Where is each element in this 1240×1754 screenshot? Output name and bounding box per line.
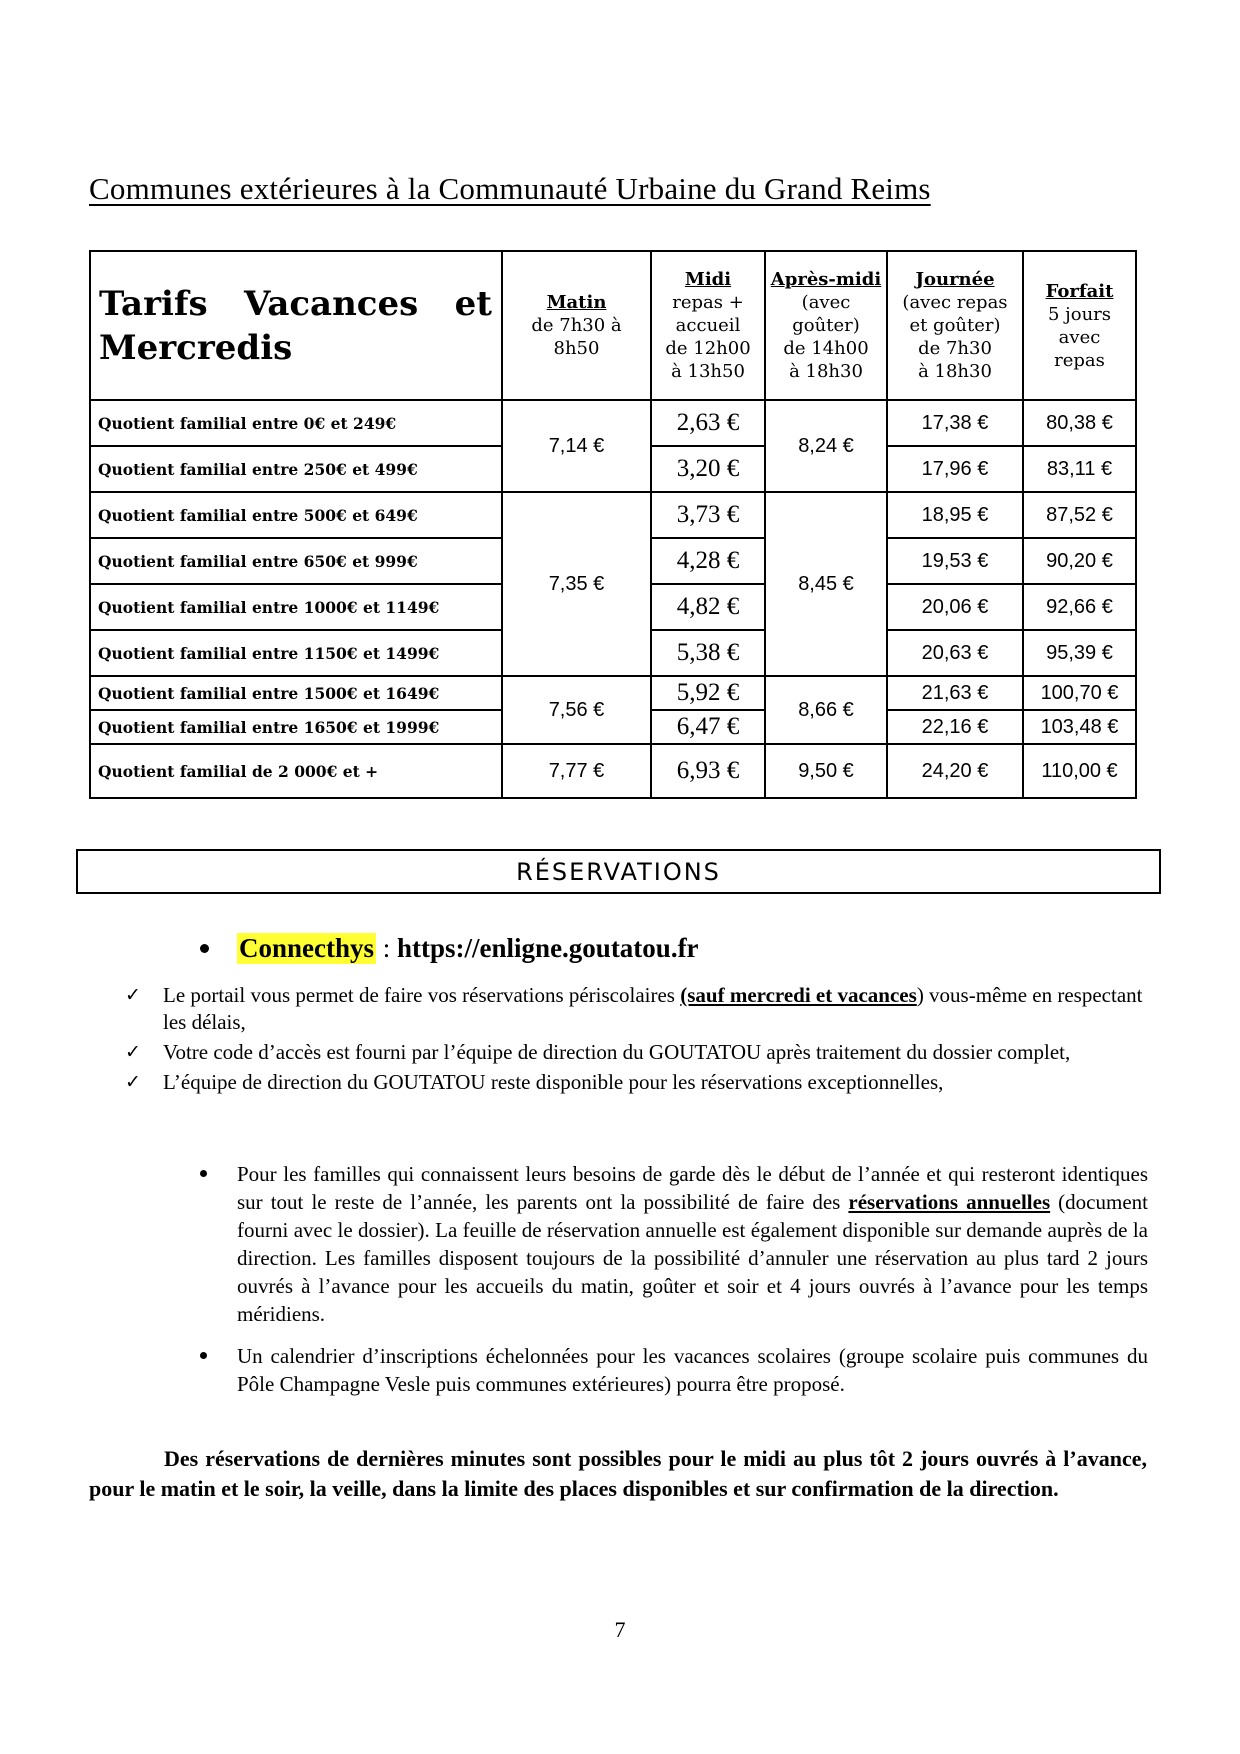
cell-apres-midi: 8,24 € [765,400,887,492]
cell-forfait: 100,70 € [1023,676,1136,710]
bullet-item [200,1160,1148,1328]
col-header-line: et goûter) [909,315,1001,336]
cell-midi: 6,47 € [651,710,765,744]
reservations-heading: RÉSERVATIONS [516,857,721,886]
col-header-forfait [1023,251,1136,400]
checklist-text: Votre code d’accès est fourni par l’équipe de direction du GOUTATOU après traitement du dossier complet, [163,1040,1071,1064]
row-label: Quotient familial entre 500€ et 649€ [90,492,502,538]
cell-midi: 3,20 € [651,446,765,492]
row-label: Quotient familial entre 1500€ et 1649€ [90,676,502,710]
col-header-line: (avec [801,292,851,313]
bullet-icon [200,1170,207,1177]
col-header-label: Midi [684,269,732,290]
cell-forfait: 103,48 € [1023,710,1136,744]
check-icon: ✓ [125,1041,141,1063]
checklist-item [125,1069,1150,1096]
bullet-icon [200,944,209,953]
tarifs-table [89,250,1137,799]
table-row [90,400,1136,446]
bullet-text: Un calendrier d’inscriptions échelonnées pour les vacances scolaires (groupe scolaire puis communes du Pôle Champagne Vesle puis communes extérieures) pourra être proposé. [237,1344,1148,1396]
col-header-line: 5 jours [1047,303,1112,325]
row-label: Quotient familial de 2 000€ et + [90,744,502,798]
check-icon: ✓ [125,1071,141,1093]
col-header-apres-midi [765,251,887,400]
cell-matin: 7,56 € [502,676,651,744]
col-header-line: de 14h00 [783,338,869,359]
table-row [90,744,1136,798]
table-row [90,492,1136,538]
cell-midi: 3,73 € [651,492,765,538]
cell-matin: 7,77 € [502,744,651,798]
cell-forfait: 92,66 € [1023,584,1136,630]
col-header-line: à 18h30 [789,361,863,382]
row-label: Quotient familial entre 0€ et 249€ [90,400,502,446]
cell-forfait: 95,39 € [1023,630,1136,676]
col-header-line: repas + [672,292,744,313]
col-header-label: Matin [546,292,607,313]
connecthys-line [200,933,699,964]
cell-journee: 17,38 € [887,400,1023,446]
checklist-item [125,982,1150,1036]
bullet-text: Pour les familles qui connaissent leurs besoins de garde dès le début de l’année et qui resteront identiques sur tout le reste de l’année, les parents ont la possibilité de faire des [237,1162,1148,1214]
cell-apres-midi: 8,45 € [765,492,887,676]
row-label: Quotient familial entre 650€ et 999€ [90,538,502,584]
col-header-label: Forfait [1045,280,1114,302]
connecthys-name: Connecthys [239,933,375,963]
bullet-icon [200,1352,207,1359]
checklist-text: L’équipe de direction du GOUTATOU reste disponible pour les réservations exceptionnelles, [163,1070,944,1094]
col-header-label: Journée [915,269,995,290]
col-header-line: à 13h50 [671,361,745,382]
col-header-journee [887,251,1023,400]
bullet-emphasis: réservations annuelles [848,1190,1051,1214]
col-header-line: à 18h30 [918,361,992,382]
bullet-text: (document fourni avec le dossier). La feuille de réservation annuelle est également disponible sur demande auprès de la direction. Les familles disposent toujours de la possibilité d’annuler une réservation au plus tard 2 jours ouvrés à l’avance pour les accueils du matin, goûter et soir et 4 jours ouvrés à l’avance pour les temps méridiens. [237,1190,1148,1326]
col-header-line: repas [1054,349,1105,371]
connecthys-separator: : [376,933,398,963]
final-note: Des réservations de dernières minutes sont possibles pour le midi au plus tôt 2 jours ouvrés à l’avance, pour le matin et le soir, la veille, dans la limite des places disponibles et sur confirmation de la direction. [89,1446,1147,1501]
col-header-line: de 7h30 [918,338,992,359]
cell-journee: 19,53 € [887,538,1023,584]
col-header-line: de 7h30 à [531,315,622,336]
cell-matin: 7,14 € [502,400,651,492]
cell-apres-midi: 8,66 € [765,676,887,744]
row-label: Quotient familial entre 250€ et 499€ [90,446,502,492]
bullet-item [200,1342,1148,1398]
col-header-line: 8h50 [553,338,600,359]
cell-forfait: 80,38 € [1023,400,1136,446]
cell-forfait: 90,20 € [1023,538,1136,584]
cell-journee: 21,63 € [887,676,1023,710]
cell-apres-midi: 9,50 € [765,744,887,798]
col-header-line: accueil [675,315,741,336]
connecthys-url[interactable]: https://enligne.goutatou.fr [397,933,699,963]
portal-checklist [125,982,1150,1099]
row-label: Quotient familial entre 1150€ et 1499€ [90,630,502,676]
checklist-text: ) vous-même en respectant les délais, [163,983,1143,1034]
cell-forfait: 83,11 € [1023,446,1136,492]
table-header-row [90,251,1136,400]
cell-journee: 18,95 € [887,492,1023,538]
cell-midi: 4,28 € [651,538,765,584]
col-header-midi [651,251,765,400]
cell-journee: 24,20 € [887,744,1023,798]
checklist-item [125,1039,1150,1066]
col-header-line: (avec repas [902,292,1008,313]
section-title: Communes extérieures à la Communauté Urbaine du Grand Reims [89,171,931,206]
page-number: 7 [614,1617,626,1642]
col-header-line: avec [1058,326,1101,348]
row-label: Quotient familial entre 1650€ et 1999€ [90,710,502,744]
col-header-line: goûter) [792,315,860,336]
cell-midi: 2,63 € [651,400,765,446]
checklist-text: Le portail vous permet de faire vos réservations périscolaires [163,983,681,1007]
cell-midi: 6,93 € [651,744,765,798]
check-icon: ✓ [125,984,141,1006]
col-header-line: de 12h00 [665,338,751,359]
cell-forfait: 87,52 € [1023,492,1136,538]
col-header-label: Après-midi [770,269,882,290]
cell-journee: 20,06 € [887,584,1023,630]
col-header-matin [502,251,651,400]
reservation-bullets [200,1160,1148,1412]
checklist-emphasis: (sauf mercredi et vacances [680,983,917,1007]
cell-midi: 5,38 € [651,630,765,676]
cell-journee: 20,63 € [887,630,1023,676]
cell-matin: 7,35 € [502,492,651,676]
table-title: Tarifs Vacances et Mercredis [90,251,502,400]
cell-midi: 4,82 € [651,584,765,630]
cell-forfait: 110,00 € [1023,744,1136,798]
cell-journee: 17,96 € [887,446,1023,492]
row-label: Quotient familial entre 1000€ et 1149€ [90,584,502,630]
reservations-heading-box [76,849,1161,894]
cell-midi: 5,92 € [651,676,765,710]
table-row [90,676,1136,710]
cell-journee: 22,16 € [887,710,1023,744]
